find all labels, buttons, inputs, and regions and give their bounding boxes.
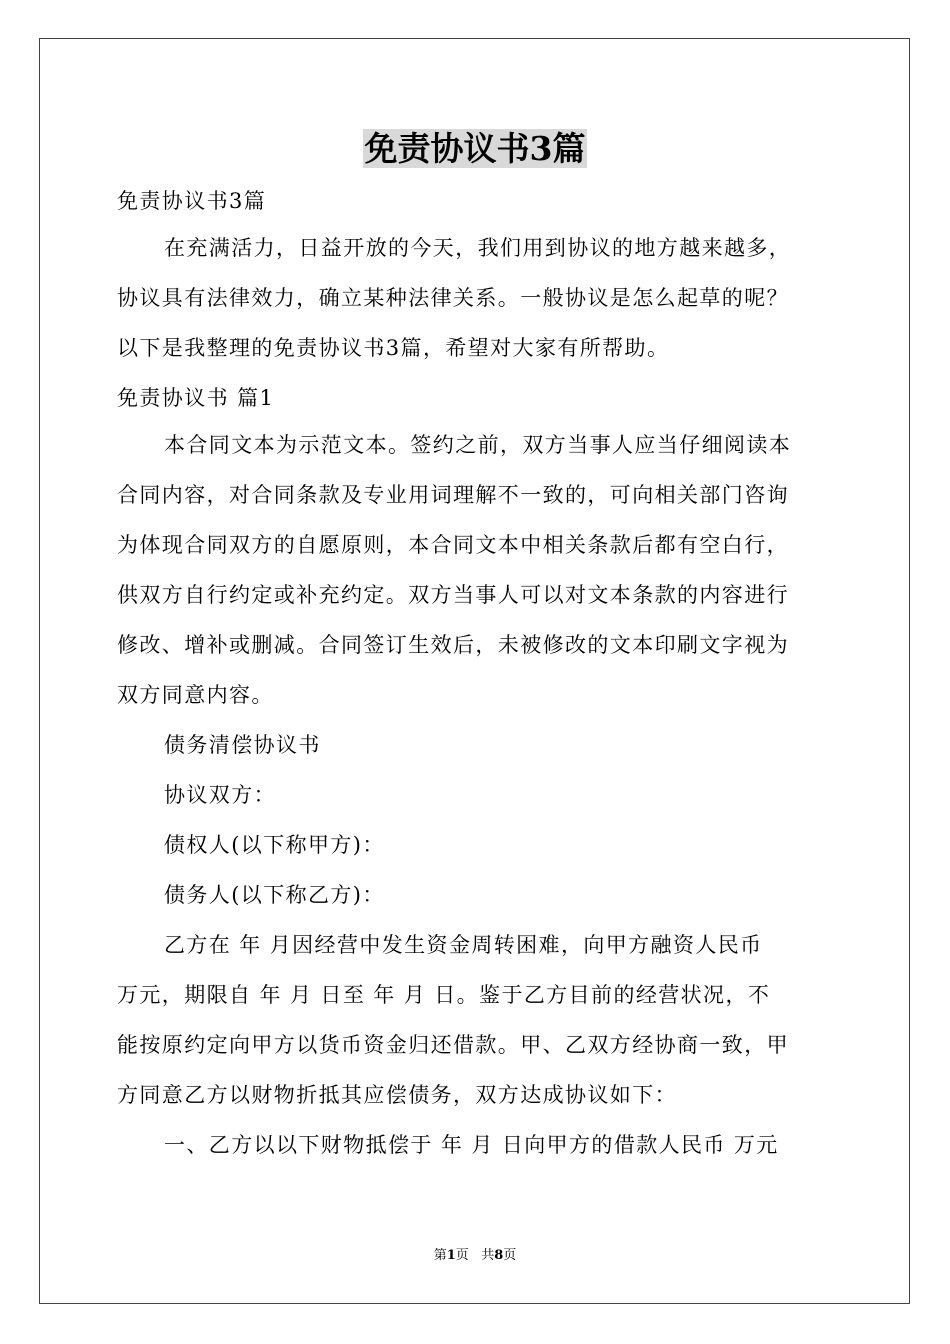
body-line: 一、乙方以以下财物抵偿于 年 月 日向甲方的借款人民币 万元 <box>164 1133 779 1157</box>
page-number: 1 <box>446 1248 456 1263</box>
body-line: 以下是我整理的免责协议书3篇，希望对大家有所帮助。 <box>117 336 670 360</box>
creditor-line: 债权人(以下称甲方)： <box>164 833 385 857</box>
section-heading: 免责协议书 篇1 <box>117 386 275 410</box>
document-title-text: 免责协议书3篇 <box>364 129 586 168</box>
body-line: 乙方在 年 月因经营中发生资金周转困难，向甲方融资人民币 <box>164 933 763 957</box>
page-suffix: 页 <box>455 1248 469 1263</box>
total-suffix: 页 <box>503 1248 517 1263</box>
total-prefix: 共 <box>481 1248 495 1263</box>
body-line: 修改、增补或删减。合同签订生效后，未被修改的文本印刷文字视为 <box>117 633 789 657</box>
document-body <box>117 176 837 1170</box>
page-footer <box>0 1247 950 1265</box>
body-line: 能按原约定向甲方以货币资金归还借款。甲、乙双方经协商一致，甲 <box>117 1033 789 1057</box>
body-line: 双方同意内容。 <box>117 683 274 707</box>
body-line: 为体现合同双方的自愿原则，本合同文本中相关条款后都有空白行， <box>117 533 789 557</box>
body-line: 在充满活力，日益开放的今天，我们用到协议的地方越来越多， <box>164 236 792 260</box>
body-line: 协议具有法律效力，确立某种法律关系。一般协议是怎么起草的呢？ <box>117 286 789 310</box>
subsection-title: 债务清偿协议书 <box>164 733 321 757</box>
page-prefix: 第 <box>433 1248 447 1263</box>
body-line: 本合同文本为示范文本。签约之前，双方当事人应当仔细阅读本 <box>164 433 792 457</box>
intro-heading: 免责协议书3篇 <box>117 189 267 213</box>
body-line: 合同内容，对合同条款及专业用词理解不一致的，可向相关部门咨询 <box>117 483 789 507</box>
body-line: 协议双方： <box>164 783 276 807</box>
body-line: 万元，期限自 年 月 日至 年 月 日。鉴于乙方目前的经营状况，不 <box>117 983 771 1007</box>
debtor-line: 债务人(以下称乙方)： <box>164 883 385 907</box>
document-title <box>0 127 950 171</box>
body-line: 供双方自行约定或补充约定。双方当事人可以对文本条款的内容进行 <box>117 583 789 607</box>
body-line: 方同意乙方以财物折抵其应偿债务，双方达成协议如下： <box>117 1083 677 1107</box>
total-pages: 8 <box>494 1248 504 1263</box>
